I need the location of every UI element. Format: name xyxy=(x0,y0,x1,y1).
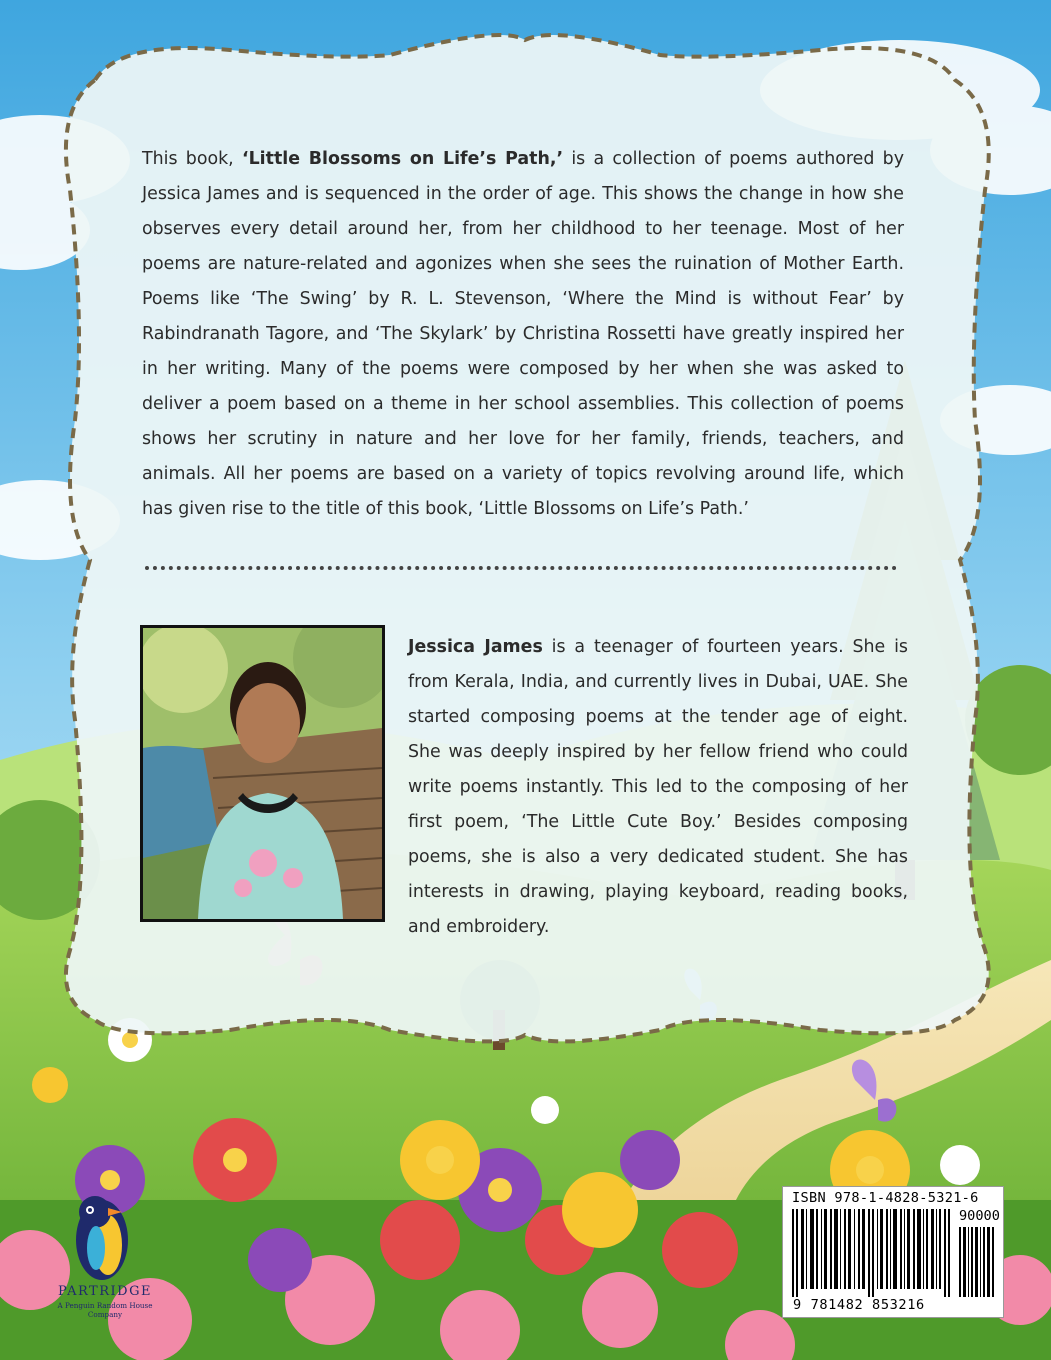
author-bio xyxy=(408,630,908,945)
ean-digits: 9 781482 853216 xyxy=(793,1297,925,1313)
partridge-bird-icon xyxy=(40,1190,170,1285)
author-photo-image xyxy=(143,628,382,919)
dotted-divider xyxy=(145,566,897,570)
book-description xyxy=(142,142,904,527)
description-body: is a collection of poems authored by Jessica James and is sequenced in the order of age. This shows the change in how she observes every detail around her, from her childhood to her teenage. Most of her poems are nature-related and agonizes when she sees the ruination of Mother Earth. Poems like ‘The Swing’ by R. L. Stevenson, ‘Where the Mind is without Fear’ by Rabindranath Tagore, and ‘The Skylark’ by Christina Rossetti have greatly inspired her in her writing. Many of the poems were composed by her when she was asked to deliver a poem based on a theme in her school assemblies. This collection of poems shows her scrutiny in nature and her love for her family, friends, teachers, and animals. All her poems are based on a variety of topics revolving around life, which has given rise to the title of this book, ‘Little Blossoms on Life’s Path.’ xyxy=(142,149,904,519)
addon-barcode-bars xyxy=(959,1227,997,1297)
author-bio-text: is a teenager of fourteen years. She is from Kerala, India, and currently lives in Dubai, UAE. She started composing poems at the tender age of eight. She was deeply inspired by her fellow friend who could write poems instantly. This led to the composing of her first poem, ‘The Little Cute Boy.’ Besides composing poems, she is also a very dedicated student. She has interests in drawing, playing keyboard, reading books, and embroidery. xyxy=(408,637,908,937)
publisher-tagline: A Penguin Random House Company xyxy=(57,1301,153,1319)
author-name: Jessica James xyxy=(408,637,543,657)
book-title: ‘Little Blossoms on Life’s Path,’ xyxy=(241,149,564,169)
isbn-barcode xyxy=(782,1186,1004,1318)
ean-barcode-bars xyxy=(792,1209,952,1297)
publisher-name: PARTRIDGE xyxy=(58,1284,152,1299)
price-addon-code: 90000 xyxy=(959,1208,1000,1224)
description-intro: This book, xyxy=(142,149,242,169)
publisher-logo xyxy=(40,1190,170,1319)
author-photo xyxy=(140,625,385,922)
isbn-label: ISBN 978-1-4828-5321-6 xyxy=(792,1190,979,1206)
